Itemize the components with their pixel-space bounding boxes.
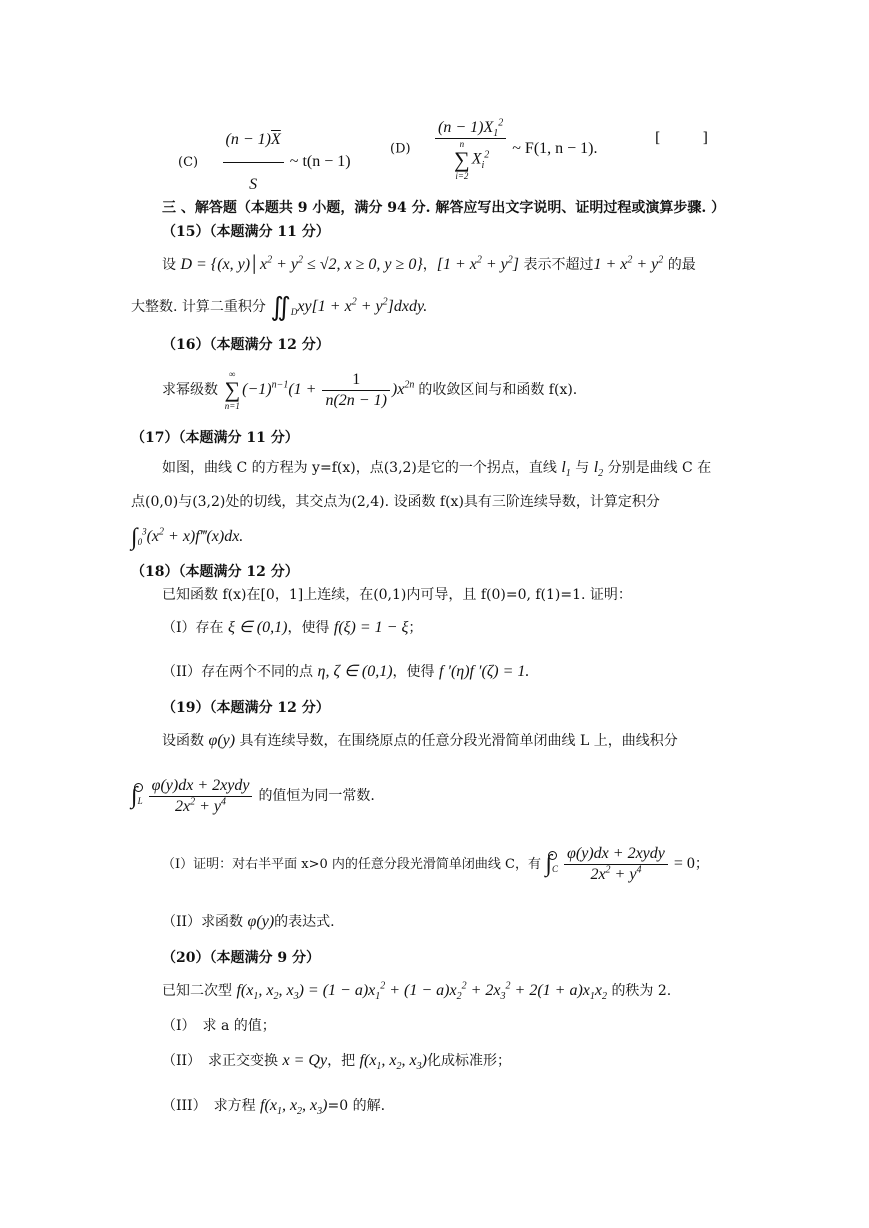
q17-header: （17）（本题满分 11 分） (131, 430, 299, 446)
q19-header: （19）（本题满分 12 分） (162, 700, 330, 716)
q18-header: （18）（本题满分 12 分） (131, 564, 299, 580)
q16-power-series: ∞ ∑ n=1 $(-1)^{n-1}(1$ + $\frac{1}{n(2n - 1)}$ )$x^{2n}$ (224, 369, 415, 412)
q15-line2: 大整数. 计算二重积分 $∬_Dxy[1 + x^2$ + $y^2]dxdy$. (131, 292, 428, 322)
q19-part1: （I）证明：对右半平面 x>0 内的任意分段光滑简单闭曲线 C，有 $\int_C$ $\frac{\text{φ(y)dx + 2xydy}}{2x^2 + y^4}$ = 0； (162, 840, 709, 888)
q15-line1: 设 D = {(x, $y)│x^2 + y^2 \le √2$, x ≥ 0, y ≥ 0}，$[1 + x^2 + y^2]$ 表示不超过$1 + x^2 + y^2$ 的最 (162, 254, 696, 273)
q19-contour-integral-L: $\int_L$ $\frac{\text{φ(y)dx + 2xydy}}{2x^2 + y^4}$ (131, 787, 258, 804)
option-c-relation: ~ t(n − 1) (289, 153, 351, 171)
q15-double-integral: $∬_Dxy[1 + x^2$ + $y^2]dxdy$. (270, 292, 428, 322)
q20-part2: （II） 求正交变换 x = Qy，把 $f(x_1$, $x_2$, $x_3$)化成标准形； (162, 1052, 511, 1073)
q18-intro: 已知函数 f(x)在[0，1]上连续，在(0,1)内可导，且 f(0)=0, f(1)=1. 证明： (162, 587, 632, 603)
sum-symbol: n ∑ i=2 (454, 139, 470, 181)
q20-part3: （III） 求方程 $f(x_1$, $x_2$, $x_3)=0$ 的解. (162, 1097, 386, 1118)
option-c-formula (221, 131, 351, 193)
q17-line1: 如图，曲线 C 的方程为 y=f(x)，点(3,2)是它的一个拐点，直线 $l_1$ 与 $l_2$ 分别是曲线 C 在 (162, 459, 712, 480)
q20-quadratic-form: $f(x_1$, $x_2$, $x_3) = (1 - a)x_1^2 + (1 - a)x_2^2 + 2x_3^2 + 2(1 + a)x_1x_2$ (236, 980, 607, 1003)
contour-integral-icon: ∫ (131, 772, 138, 820)
option-d-fraction: $(n - 1)X_1^2$ n ∑ i=2 $X_i^2$ (435, 118, 506, 181)
q18-part1: （I）存在 ξ ∈ (0,1)，使得 f(ξ) = 1 − ξ； (162, 619, 423, 636)
q16-header: （16）（本题满分 12 分） (162, 337, 330, 353)
option-c-label: (C) (178, 155, 199, 171)
q19-line1: 设函数 φ(y) 具有连续导数，在围绕原点的任意分段光滑简单闭曲线 L 上，曲线积分 (162, 732, 678, 749)
q18-part2: （II）存在两个不同的点 η, ζ ∈ (0,1)，使得 f ′(η)f ′(ζ) = 1. (162, 663, 530, 680)
option-c (178, 118, 351, 193)
q19-line2: $\int_L$ $\frac{\text{φ(y)dx + 2xydy}}{2x^2 + y^4}$ 的值恒为同一常数. (131, 772, 375, 820)
q17-line2: 点(0,0)与(3,2)处的切线，其交点为(2,4). 设函数 f(x)具有三阶连续导数，计算定积分 (131, 494, 660, 510)
option-d-relation: ~ F(1, n − 1). (512, 140, 598, 158)
q15-header: （15）（本题满分 11 分） (162, 224, 330, 240)
q20-header: （20）（本题满分 9 分） (162, 950, 320, 966)
option-d-formula (433, 117, 598, 181)
q16-line: 求幂级数 ∞ ∑ n=1 $(-1)^{n-1}(1$ + $\frac{1}{n(2n - 1)}$ )$x^{2n}$ 的收敛区间与和函数 f(x). (162, 369, 578, 412)
answer-bracket: [ ] (655, 130, 708, 146)
q17-integral: $\int_0^3(x^2$ + x)f‴(x)dx. (131, 524, 244, 551)
option-d (390, 118, 598, 188)
q19-contour-integral-C: $\int_C$ $\frac{\text{φ(y)dx + 2xydy}}{2x^2 + y^4}$ = 0 (545, 855, 694, 872)
option-c-fraction: $\frac{(n - 1)\overline{X}}{S}$ (223, 118, 284, 207)
q20-intro: 已知二次型 $f(x_1$, $x_2$, $x_3) = (1 - a)x_1^2 + (1 - a)x_2^2 + 2x_3^2 + 2(1 + a)x_1x_2$ 的秩为 2. (162, 980, 672, 1003)
section-heading: 三 、解答题（本题共 9 小题，满分 94 分. 解答应写出文字说明、证明过程或演算步骤. ） (162, 200, 726, 216)
q19-part2: （II）求函数 φ(y)的表达式. (162, 913, 335, 930)
option-d-label: (D) (390, 141, 411, 157)
q15-set-D: D = {(x, $y)│x^2 + y^2 \le √2$, x ≥ 0, y ≥ 0} (180, 254, 423, 273)
q20-part1: （I） 求 a 的值； (162, 1018, 276, 1034)
